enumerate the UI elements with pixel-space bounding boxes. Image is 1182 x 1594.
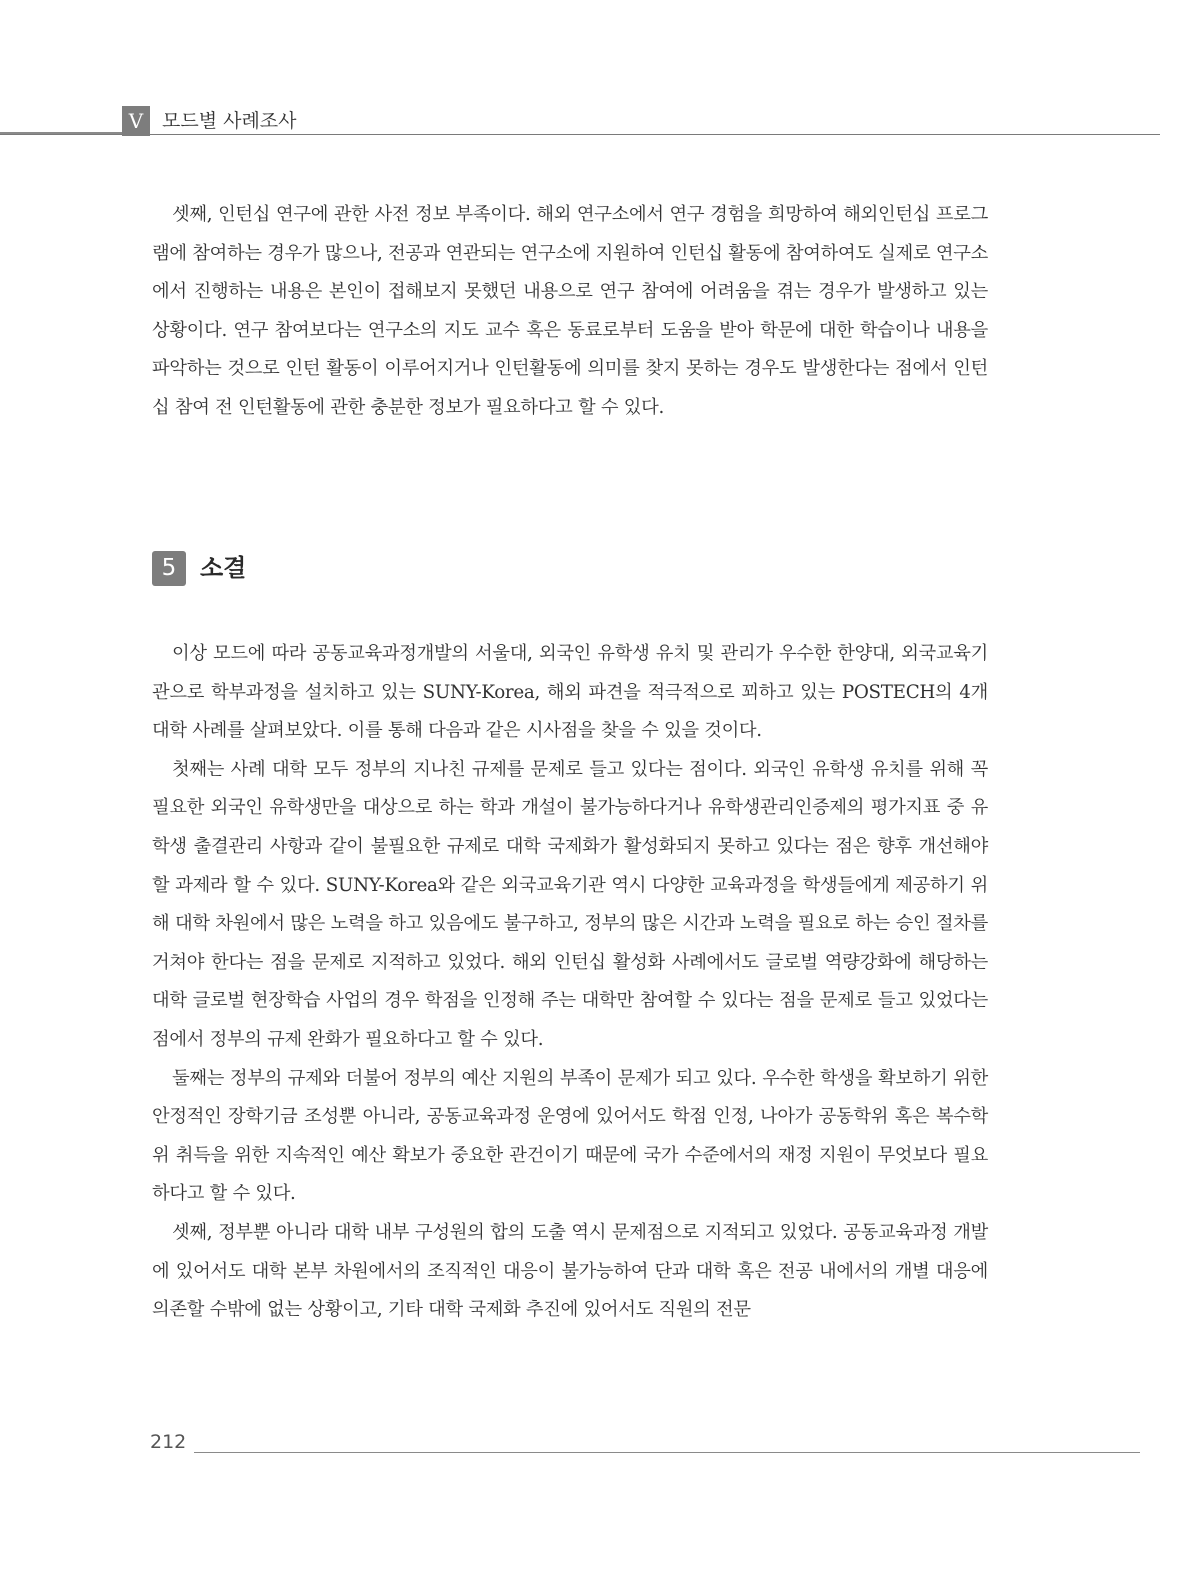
page-footer: [150, 1428, 1140, 1458]
footer-rule: [194, 1452, 1140, 1453]
paragraph: 이상 모드에 따라 공동교육과정개발의 서울대, 외국인 유학생 유치 및 관리가 우수한 한양대, 외국교육기관으로 학부과정을 설치하고 있는 SUNY-Korea, 해외 파견을 적극적으로 꾀하고 있는 POSTECH의 4개 대학 사례를 살펴보았다. 이를 통해 다음과 같은 시사점을 찾을 수 있을 것이다.: [152, 643, 988, 742]
section-title: 소결: [200, 554, 247, 582]
section-number: 5: [152, 551, 186, 586]
header-rule: [0, 134, 1160, 135]
page-number: 212: [150, 1431, 187, 1453]
running-header: [0, 106, 1160, 136]
chapter-label: V: [122, 106, 150, 136]
conclusion-text: [152, 635, 988, 1330]
paragraph: 첫째는 사례 대학 모두 정부의 지나친 규제를 문제로 들고 있다는 점이다. 외국인 유학생 유치를 위해 꼭 필요한 외국인 유학생만을 대상으로 하는 학과 개설이 불가능하다거나 유학생관리인증제의 평가지표 중 유학생 출결관리 사항과 같이 불필요한 규제로 대학 국제화가 활성화되지 못하고 있다는 점은 향후 개선해야 할 과제라 할 수 있다. SUNY-Korea와 같은 외국교육기관 역시 다양한 교육과정을 학생들에게 제공하기 위해 대학 차원에서 많은 노력을 하고 있음에도 불구하고, 정부의 많은 시간과 노력을 필요로 하는 승인 절차를 거쳐야 한다는 점을 문제로 지적하고 있었다. 해외 인턴십 활성화 사례에서도 글로벌 역량강화에 해당하는 대학 글로벌 현장학습 사업의 경우 학점을 인정해 주는 대학만 참여할 수 있다는 점을 문제로 들고 있었다는 점에서 정부의 규제 완화가 필요하다고 할 수 있다.: [152, 758, 988, 1050]
paragraph: 둘째는 정부의 규제와 더불어 정부의 예산 지원의 부족이 문제가 되고 있다. 우수한 학생을 확보하기 위한 안정적인 장학기금 조성뿐 아니라, 공동교육과정 운영에 있어서도 학점 인정, 나아가 공동학위 혹은 복수학위 취득을 위한 지속적인 예산 확보가 중요한 관건이기 때문에 국가 수준에서의 재정 지원이 무엇보다 필요하다고 할 수 있다.: [152, 1067, 988, 1205]
paragraph: 셋째, 인턴십 연구에 관한 사전 정보 부족이다. 해외 연구소에서 연구 경험을 희망하여 해외인턴십 프로그램에 참여하는 경우가 많으나, 전공과 연관되는 연구소에 지원하여 인턴십 활동에 참여하여도 실제로 연구소에서 진행하는 내용은 본인이 접해보지 못했던 내용으로 연구 참여에 어려움을 겪는 경우가 발생하고 있는 상황이다. 연구 참여보다는 연구소의 지도 교수 혹은 동료로부터 도움을 받아 학문에 대한 학습이나 내용을 파악하는 것으로 인턴 활동이 이루어지거나 인턴활동에 의미를 찾지 못하는 경우도 발생한다는 점에서 인턴십 참여 전 인턴활동에 관한 충분한 정보가 필요하다고 할 수 있다.: [152, 204, 988, 418]
paragraph: 셋째, 정부뿐 아니라 대학 내부 구성원의 합의 도출 역시 문제점으로 지적되고 있었다. 공동교육과정 개발에 있어서도 대학 본부 차원에서의 조직적인 대응이 불가능하여 단과 대학 혹은 전공 내에서의 개별 대응에 의존할 수밖에 없는 상황이고, 기타 대학 국제화 추진에 있어서도 직원의 전문: [152, 1221, 988, 1321]
intro-text: [152, 196, 988, 428]
chapter-title: 모드별 사례조사: [162, 110, 297, 132]
